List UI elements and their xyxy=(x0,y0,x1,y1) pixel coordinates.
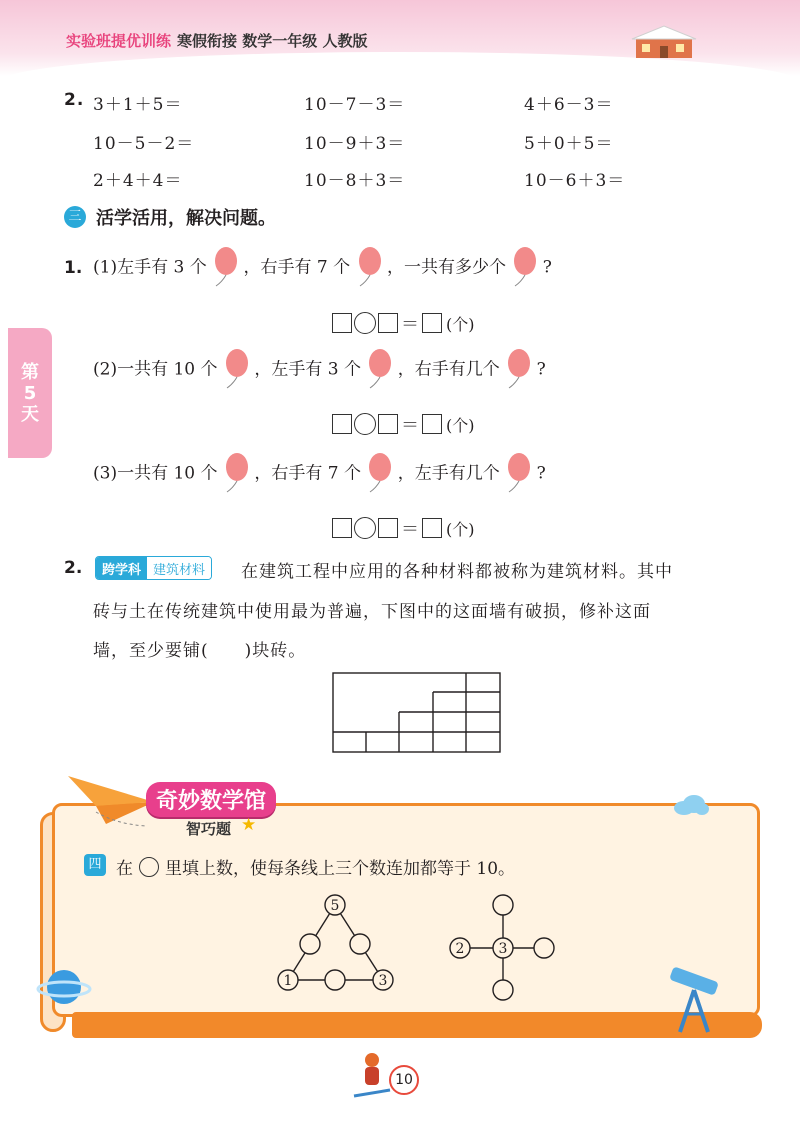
balloon-icon xyxy=(366,348,392,392)
balloon-icon xyxy=(223,452,249,496)
star-icon: ★ xyxy=(241,815,257,835)
q1-sub3 xyxy=(93,452,546,496)
q1-sub3-text-d: ? xyxy=(536,463,546,484)
telescope-icon xyxy=(664,962,728,1034)
balloon-icon xyxy=(366,452,392,496)
triangle-puzzle xyxy=(270,892,400,996)
node-bottom-mid xyxy=(325,970,345,990)
section4-badge: 四 xyxy=(84,854,106,876)
unit-label: (个) xyxy=(446,519,475,539)
equals-sign: ＝ xyxy=(401,314,419,335)
section3-badge: 三 xyxy=(64,206,86,228)
operator-circle[interactable] xyxy=(354,312,376,334)
equation: 4＋6－3＝ xyxy=(524,95,614,115)
day-tab-line2: 5 xyxy=(23,382,37,404)
answer-box[interactable] xyxy=(378,414,398,434)
q2-text-line2: 砖与土在传统建筑中使用最为普遍，下图中的这面墙有破损，修补这面 xyxy=(93,602,651,622)
equation: 10－5－2＝ xyxy=(93,134,195,154)
balloon-icon xyxy=(505,348,531,392)
cloud-icon xyxy=(672,794,710,816)
answer-box[interactable] xyxy=(422,313,442,333)
panel-bottom-bar xyxy=(72,1012,762,1038)
subject-tag xyxy=(95,556,212,580)
operator-circle[interactable] xyxy=(354,517,376,539)
equation: 5＋0＋5＝ xyxy=(524,134,614,154)
panel-subtitle: 智巧题 xyxy=(186,820,232,838)
series-title: 实验班提优训练 xyxy=(66,32,172,50)
section4-instruction xyxy=(116,854,515,879)
planet-icon xyxy=(36,962,92,1012)
answer-row xyxy=(332,515,475,541)
operator-circle[interactable] xyxy=(354,413,376,435)
paper-plane-icon xyxy=(66,772,156,830)
circle-symbol-icon xyxy=(139,857,159,877)
q1-sub3-text-a: (3)一共有 10 个 xyxy=(93,463,218,484)
answer-row xyxy=(332,310,475,336)
q1-sub2 xyxy=(93,348,546,392)
balloon-icon xyxy=(223,348,249,392)
unit-label: (个) xyxy=(446,314,475,334)
equals-sign: ＝ xyxy=(401,519,419,540)
q1-sub3-text-c: ，左手有几个 xyxy=(397,463,500,484)
answer-box[interactable] xyxy=(332,414,352,434)
cross-center-value: 3 xyxy=(498,941,508,957)
q1-sub1-text-b: ，右手有 7 个 xyxy=(243,257,351,278)
balloon-icon xyxy=(212,246,238,290)
equation: 2＋4＋4＝ xyxy=(93,171,183,191)
day-tab-line3: 天 xyxy=(21,403,39,425)
q1-sub2-text-b: ，左手有 3 个 xyxy=(254,359,361,380)
cross-left-value: 2 xyxy=(455,941,465,957)
equation: 10－8＋3＝ xyxy=(304,171,406,191)
instruction-text-b: 里填上数，使每条线上三个数连加都等于 10。 xyxy=(165,859,516,879)
q1-sub1-text-c: ，一共有多少个 xyxy=(386,257,506,278)
cross-puzzle xyxy=(446,892,556,1004)
triangle-top-value: 5 xyxy=(330,898,340,914)
q1-sub1 xyxy=(93,246,552,290)
q2-text-line1: 在建筑工程中应用的各种材料都被称为建筑材料。其中 xyxy=(241,562,673,582)
day-side-tab xyxy=(8,328,52,458)
day-tab-line1: 第 xyxy=(21,361,39,383)
q1-sub2-text-c: ，右手有几个 xyxy=(397,359,500,380)
equation: 3＋1＋5＝ xyxy=(93,95,183,115)
equation: 10－6＋3＝ xyxy=(524,171,626,191)
node-left-mid xyxy=(300,934,320,954)
puzzle-panel xyxy=(52,803,760,1017)
equation: 10－7－3＝ xyxy=(304,95,406,115)
tag-subject: 跨学科 xyxy=(96,557,147,579)
q1-sub1-text-d: ? xyxy=(542,257,552,278)
part2-number: 2. xyxy=(64,90,85,110)
q1-sub3-text-b: ，右手有 7 个 xyxy=(254,463,361,484)
answer-box[interactable] xyxy=(332,518,352,538)
skier-icon xyxy=(352,1050,392,1100)
equals-sign: ＝ xyxy=(401,415,419,436)
house-icon xyxy=(630,24,698,60)
q1-sub2-text-a: (2)一共有 10 个 xyxy=(93,359,218,380)
edition-label: 寒假衔接 数学一年级 人教版 xyxy=(177,32,368,50)
unit-label: (个) xyxy=(446,415,475,435)
q1-sub1-text-a: (1)左手有 3 个 xyxy=(93,257,207,278)
answer-row xyxy=(332,411,475,437)
triangle-bottom-left-value: 1 xyxy=(283,973,293,989)
section3-title: 活学活用，解决问题。 xyxy=(96,208,276,229)
triangle-bottom-right-value: 3 xyxy=(378,973,388,989)
answer-box[interactable] xyxy=(422,518,442,538)
equation: 10－9＋3＝ xyxy=(304,134,406,154)
panel-title: 奇妙数学馆 xyxy=(146,782,276,817)
q1-number: 1. xyxy=(64,258,83,278)
balloon-icon xyxy=(505,452,531,496)
instruction-text-a: 在 xyxy=(116,859,133,879)
q2-text-line3: 墙，至少要铺( )块砖。 xyxy=(93,641,307,661)
answer-box[interactable] xyxy=(378,518,398,538)
q1-sub2-text-d: ? xyxy=(536,359,546,380)
q2-number: 2. xyxy=(64,558,83,578)
answer-box[interactable] xyxy=(422,414,442,434)
page-number: 10 xyxy=(389,1065,419,1095)
brick-wall-figure xyxy=(332,672,502,754)
answer-box[interactable] xyxy=(332,313,352,333)
balloon-icon xyxy=(511,246,537,290)
answer-box[interactable] xyxy=(378,313,398,333)
node-right-mid xyxy=(350,934,370,954)
tag-topic: 建筑材料 xyxy=(147,557,211,579)
balloon-icon xyxy=(356,246,382,290)
